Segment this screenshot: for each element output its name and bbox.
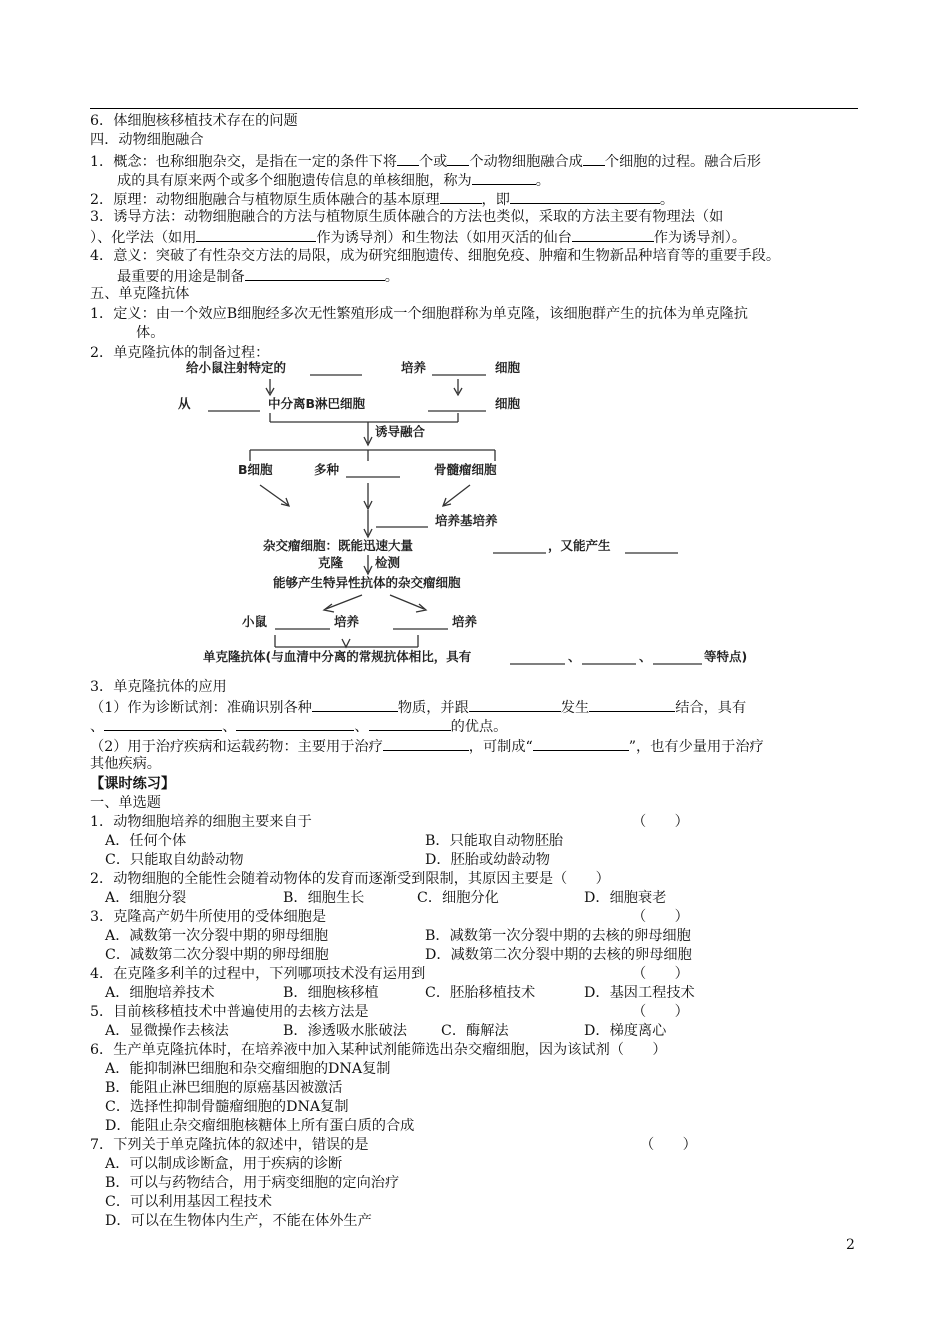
- diagram-label: 诱导融合: [375, 424, 426, 439]
- question-5-option-a: A．显微操作去核法: [105, 1023, 229, 1039]
- question-6-option-d: D．能阻止杂交瘤细胞核糖体上所有蛋白质的合成: [105, 1118, 415, 1134]
- question-1-option-d: D．胚胎或幼龄动物: [425, 852, 550, 868]
- fusion-meaning-line1: 4．意义：突破了有性杂交方法的局限，成为研究细胞遗传、细胞免疫、肿瘤和生物新品种培育等的重要手段。: [90, 248, 781, 264]
- question-7-option-a: A．可以制成诊断盒，用于疾病的诊断: [105, 1156, 343, 1172]
- question-4: 4．在克隆多利羊的过程中，下列哪项技术没有运用到: [90, 966, 426, 982]
- mab-application-1: （1）作为诊断试剂：准确识别各种 物质，并跟 发生 结合，具有: [90, 697, 746, 718]
- fusion-concept-line2: 成的具有原来两个或多个细胞遗传信息的单核细胞，称为 。: [117, 170, 550, 191]
- diagram-label: 细胞: [495, 360, 521, 375]
- diagram-label: 骨髓瘤细胞: [434, 462, 497, 477]
- diagram-label: 能够产生特异性抗体的杂交瘤细胞: [273, 575, 461, 590]
- mab-preparation-diagram: [90, 355, 790, 675]
- diagram-arrowhead: [342, 639, 350, 647]
- diagram-label: 、: [639, 649, 652, 664]
- question-2-option-c: C．细胞分化: [417, 890, 499, 906]
- header-rule: [90, 108, 858, 109]
- question-4-option-d: D．基因工程技术: [584, 985, 695, 1001]
- question-1-option-a: A．任何个体: [105, 833, 187, 849]
- mab-preparation-title: 2．单克隆抗体的制备过程：: [90, 345, 270, 361]
- question-6-option-a: A．能抑制淋巴细胞和杂交瘤细胞的DNA复制: [105, 1061, 391, 1077]
- question-2-option-d: D．细胞衰老: [584, 890, 667, 906]
- diagram-label: 培养基培养: [435, 513, 498, 528]
- fusion-meaning-line2: 最重要的用途是制备 。: [117, 266, 399, 287]
- practice-subtitle: 一、单选题: [90, 795, 161, 811]
- question-1-option-b: B．只能取自动物胚胎: [425, 833, 564, 849]
- fusion-induce-line2: ）、化学法（如用 作为诱导剂）和生物法（如用灭活的仙台 作为诱导剂）。: [90, 227, 746, 248]
- question-5-option-b: B．渗透吸水胀破法: [283, 1023, 407, 1039]
- mab-definition-line1: 1．定义：由一个效应B细胞经多次无性繁殖形成一个细胞群称为单克隆，该细胞群产生的抗体为单克隆抗: [90, 306, 748, 322]
- diagram-label: 培养: [334, 614, 360, 629]
- question-4-option-a: A．细胞培养技术: [105, 985, 215, 1001]
- diagram-label: B细胞: [238, 462, 273, 477]
- diagram-label: 克隆: [318, 555, 344, 570]
- question-5-option-d: D．梯度离心: [584, 1023, 667, 1039]
- diagram-label: 中分离B淋巴细胞: [268, 396, 366, 411]
- question-3-option-d: D．减数第二次分裂中期的去核的卵母细胞: [425, 947, 692, 963]
- diagram-label: 给小鼠注射特定的: [186, 360, 287, 375]
- section-4-title: 四．动物细胞融合: [90, 132, 204, 148]
- question-5-option-c: C．酶解法: [441, 1023, 509, 1039]
- question-6: 6．生产单克隆抗体时，在培养液中加入某种试剂能筛选出杂交瘤细胞，因为该试剂（ ）: [90, 1042, 667, 1058]
- diagram-label: 培养: [401, 360, 427, 375]
- practice-title: 【课时练习】: [90, 776, 176, 792]
- diagram-label: 多种: [314, 462, 340, 477]
- question-3-option-b: B．减数第一次分裂中期的去核的卵母细胞: [425, 928, 691, 944]
- question-4-parens: （ ）: [632, 966, 689, 982]
- diagram-label: 细胞: [495, 396, 521, 411]
- diagram-connector: [390, 595, 424, 609]
- question-7-option-b: B．可以与药物结合，用于病变细胞的定向治疗: [105, 1175, 400, 1191]
- diagram-connector: [326, 595, 362, 609]
- fusion-concept-line1: 1．概念：也称细胞杂交，是指在一定的条件下将 个或 个动物细胞融合成 个细胞的过程。融合后形: [90, 151, 761, 172]
- mab-application-title: 3．单克隆抗体的应用: [90, 679, 227, 695]
- question-2-option-b: B．细胞生长: [283, 890, 365, 906]
- question-5-parens: （ ）: [632, 1004, 689, 1020]
- question-6-option-c: C．选择性抑制骨髓瘤细胞的DNA复制: [105, 1099, 349, 1115]
- question-1-option-c: C．只能取自幼龄动物: [105, 852, 244, 868]
- mab-application-2: （2）用于治疗疾病和运载药物：主要用于治疗 ，可制成“ ”，也有少量用于治疗: [90, 736, 764, 757]
- diagram-label: 等特点): [704, 649, 748, 664]
- question-2: 2．动物细胞的全能性会随着动物体的发育而逐渐受到限制，其原因主要是（ ）: [90, 871, 610, 887]
- question-7: 7．下列关于单克隆抗体的叙述中，错误的是: [90, 1137, 369, 1153]
- question-7-option-d: D．可以在生物体内生产，不能在体外生产: [105, 1213, 372, 1229]
- question-3-parens: （ ）: [632, 909, 689, 925]
- diagram-label: 杂交瘤细胞：既能迅速大量: [263, 538, 414, 553]
- page-number: 2: [846, 1237, 855, 1253]
- mab-definition-line2: 体。: [136, 325, 165, 341]
- mab-application-1b: 、 、 、 的优点。: [90, 716, 507, 737]
- mab-application-2b: 其他疾病。: [90, 756, 161, 772]
- question-5: 5．目前核移植技术中普遍使用的去核方法是: [90, 1004, 369, 1020]
- diagram-label: 单克隆抗体(与血清中分离的常规抗体相比，具有: [203, 649, 472, 664]
- question-4-option-b: B．细胞核移植: [283, 985, 379, 1001]
- question-4-option-c: C．胚胎移植技术: [425, 985, 536, 1001]
- section-5-title: 五、单克隆抗体: [90, 286, 190, 302]
- section-6-title: 6．体细胞核移植技术存在的问题: [90, 113, 298, 129]
- diagram-label: 检测: [375, 555, 401, 570]
- diagram-connector: [444, 485, 470, 505]
- question-1-parens: （ ）: [632, 814, 689, 830]
- question-7-option-c: C．可以利用基因工程技术: [105, 1194, 272, 1210]
- question-7-parens: （ ）: [640, 1137, 697, 1153]
- diagram-label: 培养: [452, 614, 478, 629]
- diagram-label: 、: [568, 649, 581, 664]
- diagram-label: ，又能产生: [548, 538, 611, 553]
- question-2-option-a: A．细胞分裂: [105, 890, 187, 906]
- question-3: 3．克隆高产奶牛所使用的受体细胞是: [90, 909, 327, 925]
- question-1: 1．动物细胞培养的细胞主要来自于: [90, 814, 312, 830]
- fusion-induce-line1: 3．诱导方法：动物细胞融合的方法与植物原生质体融合的方法也类似，采取的方法主要有物理法（如: [90, 209, 724, 225]
- question-6-option-b: B．能阻止淋巴细胞的原癌基因被激活: [105, 1080, 343, 1096]
- question-3-option-a: A．减数第一次分裂中期的卵母细胞: [105, 928, 329, 944]
- question-3-option-c: C．减数第二次分裂中期的卵母细胞: [105, 947, 329, 963]
- diagram-connector: [260, 485, 288, 505]
- fusion-principle: 2．原理：动物细胞融合与植物原生质体融合的基本原理 ，即 。: [90, 189, 674, 210]
- diagram-label: 从: [178, 396, 191, 411]
- diagram-label: 小鼠: [242, 614, 268, 629]
